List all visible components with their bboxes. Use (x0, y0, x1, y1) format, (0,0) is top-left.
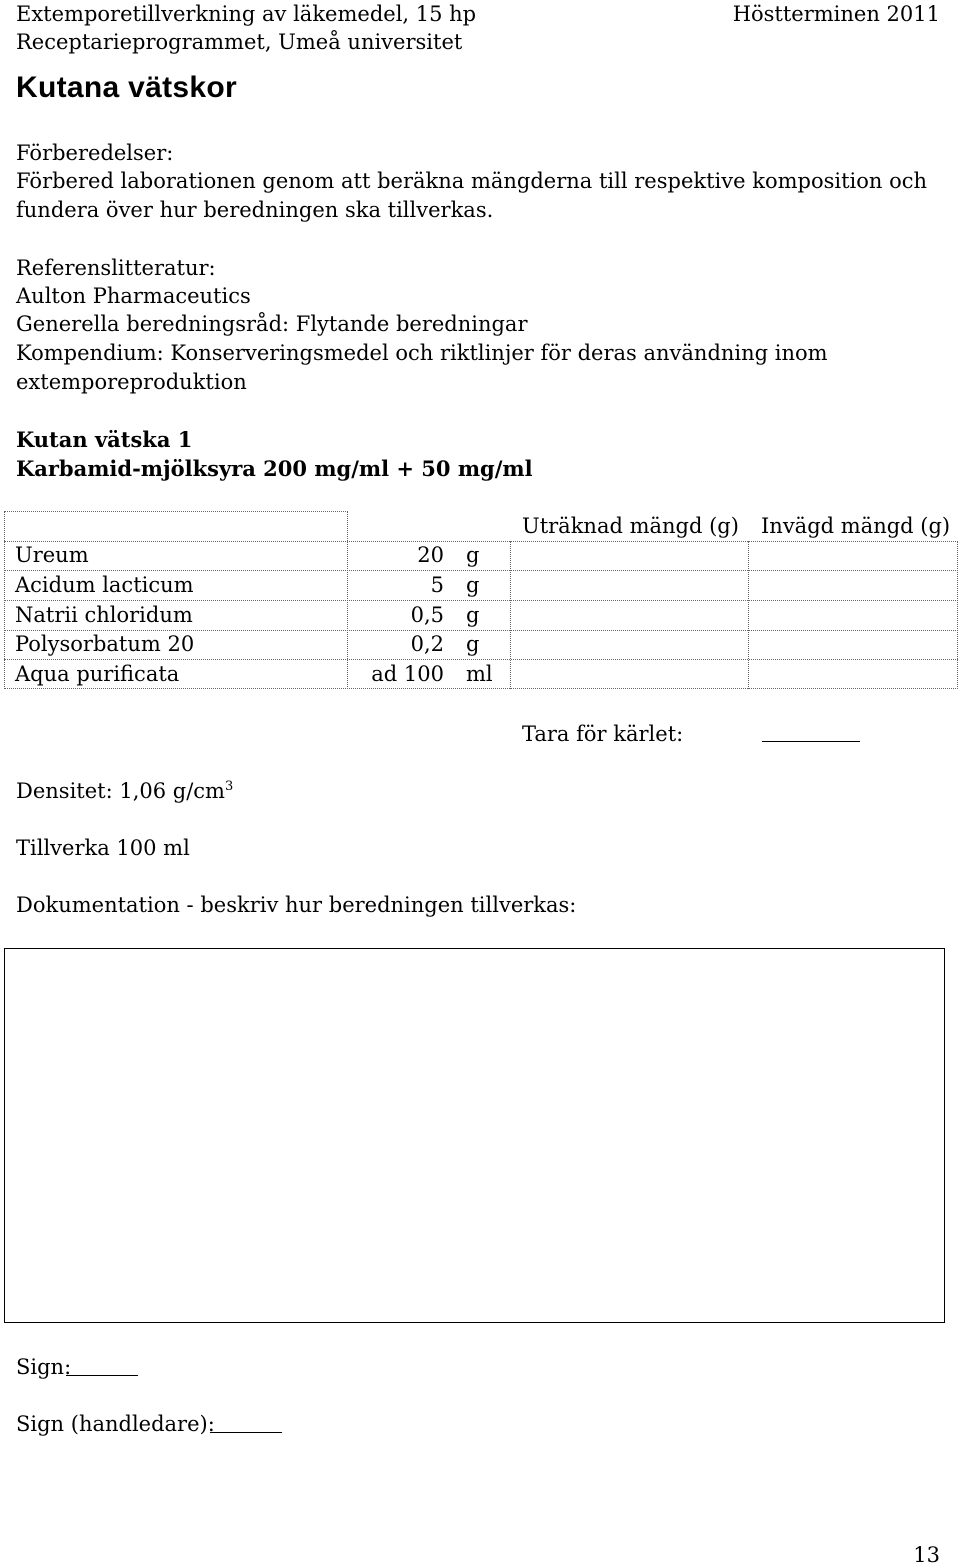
ref-item: Generella beredningsråd: Flytande beredningar (16, 312, 528, 336)
ingredient-unit: ml (466, 662, 493, 686)
prep-line-2: fundera över hur beredningen ska tillverkas. (16, 198, 494, 222)
tara-label: Tara för kärlet: (522, 722, 684, 746)
prep-line-1: Förbered laborationen genom att beräkna mängderna till respektive komposition och (16, 169, 928, 193)
column-header-calculated: Uträknad mängd (g) (522, 514, 739, 538)
sign-field[interactable] (66, 1375, 138, 1376)
ref-item: extemporeproduktion (16, 370, 247, 394)
prep-label: Förberedelser: (16, 141, 174, 165)
sign-supervisor-label: Sign (handledare): (16, 1412, 215, 1436)
recipe-heading: Kutan vätska 1 (16, 427, 193, 452)
column-header-weighed: Invägd mängd (g) (761, 514, 951, 538)
term-label: Höstterminen 2011 (732, 2, 940, 26)
ingredient-unit: g (466, 543, 480, 567)
recipe-subheading: Karbamid-mjölksyra 200 mg/ml + 50 mg/ml (16, 456, 533, 481)
tara-field[interactable] (762, 741, 860, 742)
ingredient-amount: 5 (430, 573, 444, 597)
ref-item: Aulton Pharmaceutics (16, 284, 251, 308)
refs-label: Referenslitteratur: (16, 256, 216, 280)
program-name: Receptarieprogrammet, Umeå universitet (16, 30, 463, 54)
produce-label: Tillverka 100 ml (16, 836, 190, 860)
ingredient-name: Acidum lacticum (15, 573, 194, 597)
documentation-box[interactable] (4, 948, 945, 1323)
ingredient-name: Natrii chloridum (15, 603, 193, 627)
ingredient-unit: g (466, 603, 480, 627)
density-label: Densitet: 1,06 $g/cm^3$ (16, 779, 234, 803)
page-number: 13 (913, 1543, 940, 1567)
ingredient-name: Aqua purificata (15, 662, 180, 686)
course-title: Extemporetillverkning av läkemedel, 15 hp (16, 2, 477, 26)
documentation-label: Dokumentation - beskriv hur beredningen tillverkas: (16, 893, 577, 917)
page-title: Kutana vätskor (16, 71, 237, 104)
ingredient-unit: g (466, 573, 480, 597)
ingredient-amount: ad 100 (371, 662, 444, 686)
ingredient-unit: g (466, 632, 480, 656)
ingredient-name: Ureum (15, 543, 89, 567)
ingredient-name: Polysorbatum 20 (15, 632, 195, 656)
sign-label: Sign: (16, 1355, 72, 1379)
ref-item: Kompendium: Konserveringsmedel och riktlinjer för deras användning inom (16, 341, 828, 365)
ingredient-amount: 0,5 (410, 603, 444, 627)
sign-supervisor-field[interactable] (210, 1432, 282, 1433)
ingredients-table (4, 511, 958, 689)
ingredient-amount: 20 (417, 543, 444, 567)
ingredient-amount: 0,2 (410, 632, 444, 656)
